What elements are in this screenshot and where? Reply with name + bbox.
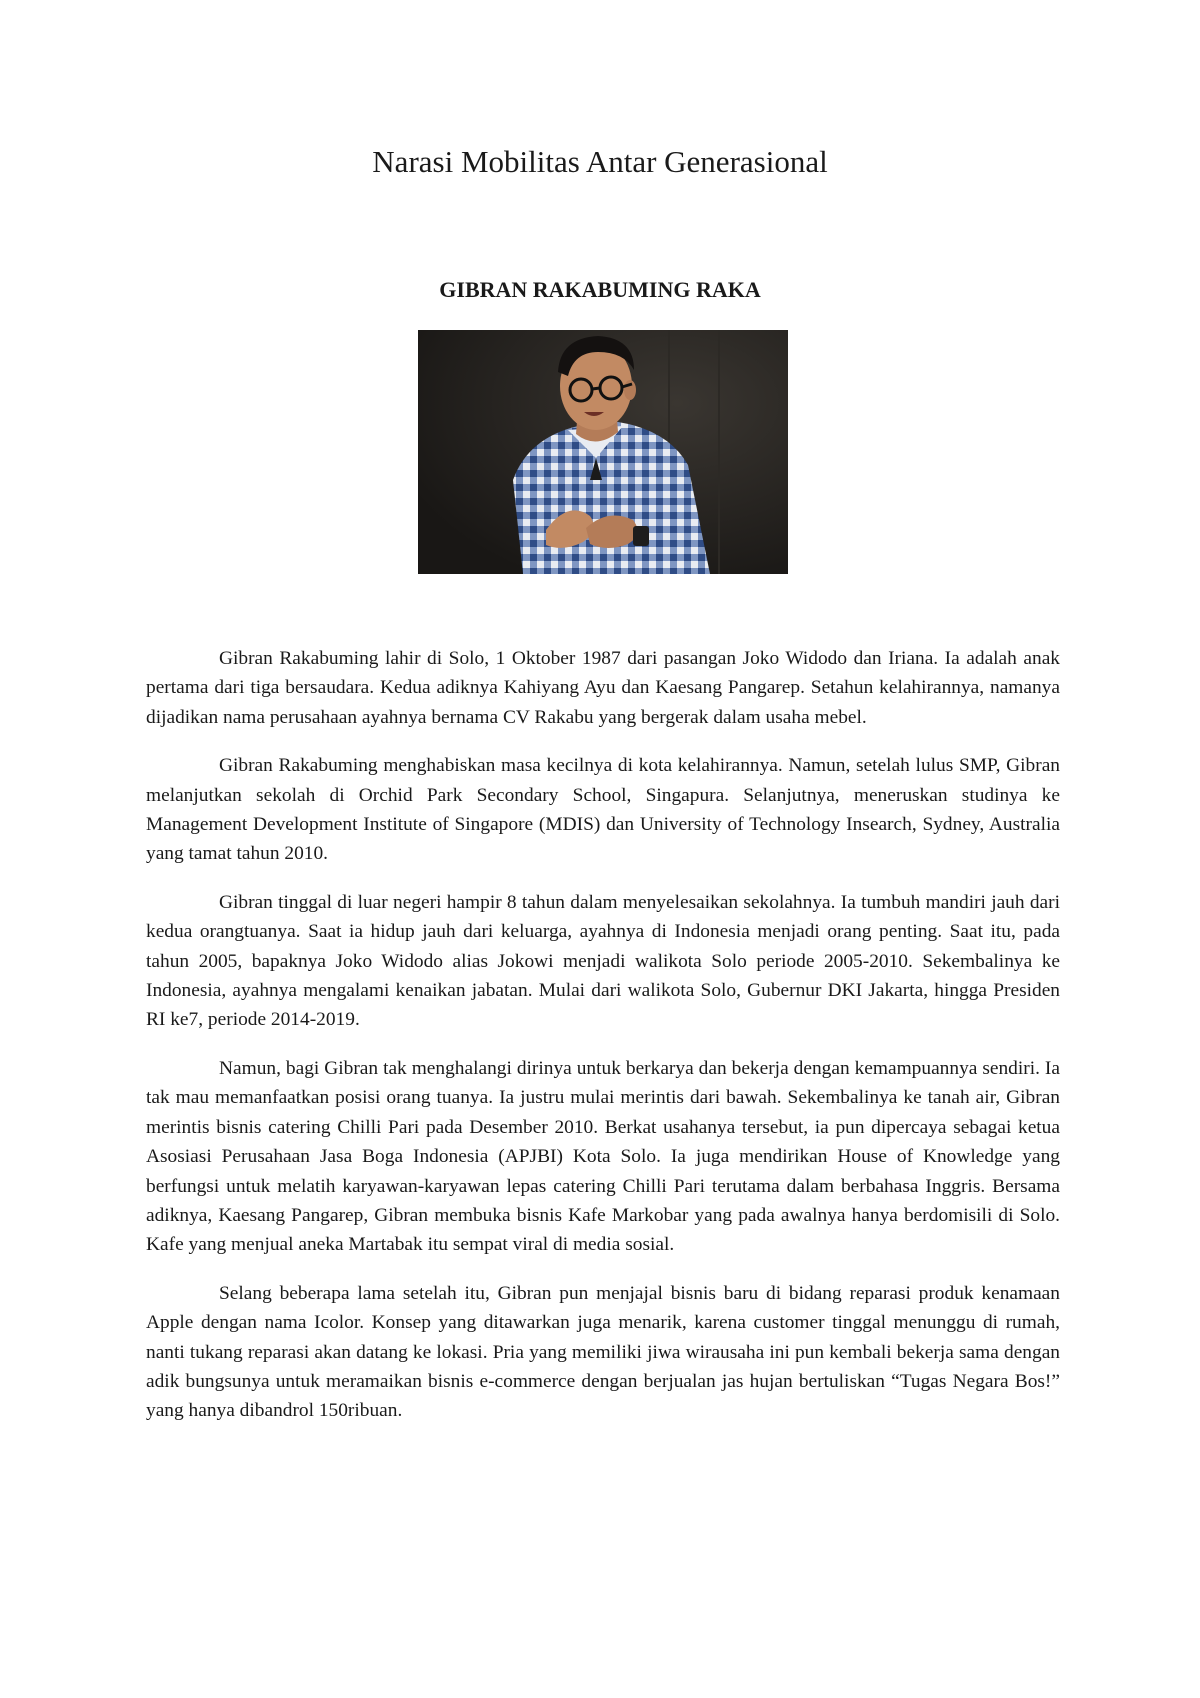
paragraph: Selang beberapa lama setelah itu, Gibran pun menjajal bisnis baru di bidang reparasi produk kenamaan Apple dengan nama Icolor. Konsep yang ditawarkan juga menarik, karena customer tinggal menunggu di rumah, nanti tukang reparasi akan datang ke lokasi. Pria yang memiliki jiwa wirausaha ini pun kembali bekerja sama dengan adik bungsunya untuk meramaikan bisnis e-commerce dengan berjualan jas hujan bertuliskan “Tugas Negara Bos!” yang hanya dibandrol 150ribuan.: [146, 1282, 1060, 1422]
paragraph: Namun, bagi Gibran tak menghalangi dirinya untuk berkarya dan bekerja dengan kemampuannya sendiri. Ia tak mau memanfaatkan posisi orang tuanya. Ia justru mulai merintis dari bawah. Sekembalinya ke tanah air, Gibran merintis bisnis catering Chilli Pari pada Desember 2010. Berkat usahanya tersebut, ia pun dipercaya sebagai ketua Asosiasi Perusahaan Jasa Boga Indonesia (APJBI) Kota Solo. Ia juga mendirikan House of Knowledge yang berfungsi untuk melatih karyawan-karyawan lepas catering Chilli Pari terutama dalam berbahasa Inggris. Bersama adiknya, Kaesang Pangarep, Gibran membuka bisnis Kafe Markobar yang pada awalnya hanya berdomisili di Solo. Kafe yang menjual aneka Martabak itu sempat viral di media sosial.: [146, 1057, 1060, 1256]
paragraph: Gibran Rakabuming lahir di Solo, 1 Oktober 1987 dari pasangan Joko Widodo dan Iriana. Ia adalah anak pertama dari tiga bersaudara. Kedua adiknya Kahiyang Ayu dan Kaesang Pangarep. Setahun kelahirannya, namanya dijadikan nama perusahaan ayahnya bernama CV Rakabu yang bergerak dalam usaha mebel.: [146, 648, 1060, 728]
subject-name-heading: GIBRAN RAKABUMING RAKA: [439, 277, 761, 302]
paragraph: Gibran Rakabuming menghabiskan masa kecilnya di kota kelahirannya. Namun, setelah lulus SMP, Gibran melanjutkan sekolah di Orchid Park Secondary School, Singapura. Selanjutnya, meneruskan studinya ke Management Development Institute of Singapore (MDIS) dan University of Technology Insearch, Sydney, Australia yang tamat tahun 2010.: [146, 755, 1060, 865]
body-text: [146, 644, 1060, 1445]
paragraph: Gibran tinggal di luar negeri hampir 8 tahun dalam menyelesaikan sekolahnya. Ia tumbuh mandiri jauh dari kedua orangtuanya. Saat ia hidup jauh dari keluarga, ayahnya di Indonesia menjadi orang penting. Saat itu, pada tahun 2005, bapaknya Joko Widodo alias Jokowi menjadi walikota Solo periode 2005-2010. Sekembalinya ke Indonesia, ayahnya mengalami kenaikan jabatan. Mulai dari walikota Solo, Gubernur DKI Jakarta, hingga Presiden RI ke7, periode 2014-2019.: [146, 891, 1060, 1031]
portrait-photo: [418, 330, 788, 574]
document-title: Narasi Mobilitas Antar Generasional: [372, 144, 828, 179]
portrait-photo-icon: [418, 330, 788, 574]
